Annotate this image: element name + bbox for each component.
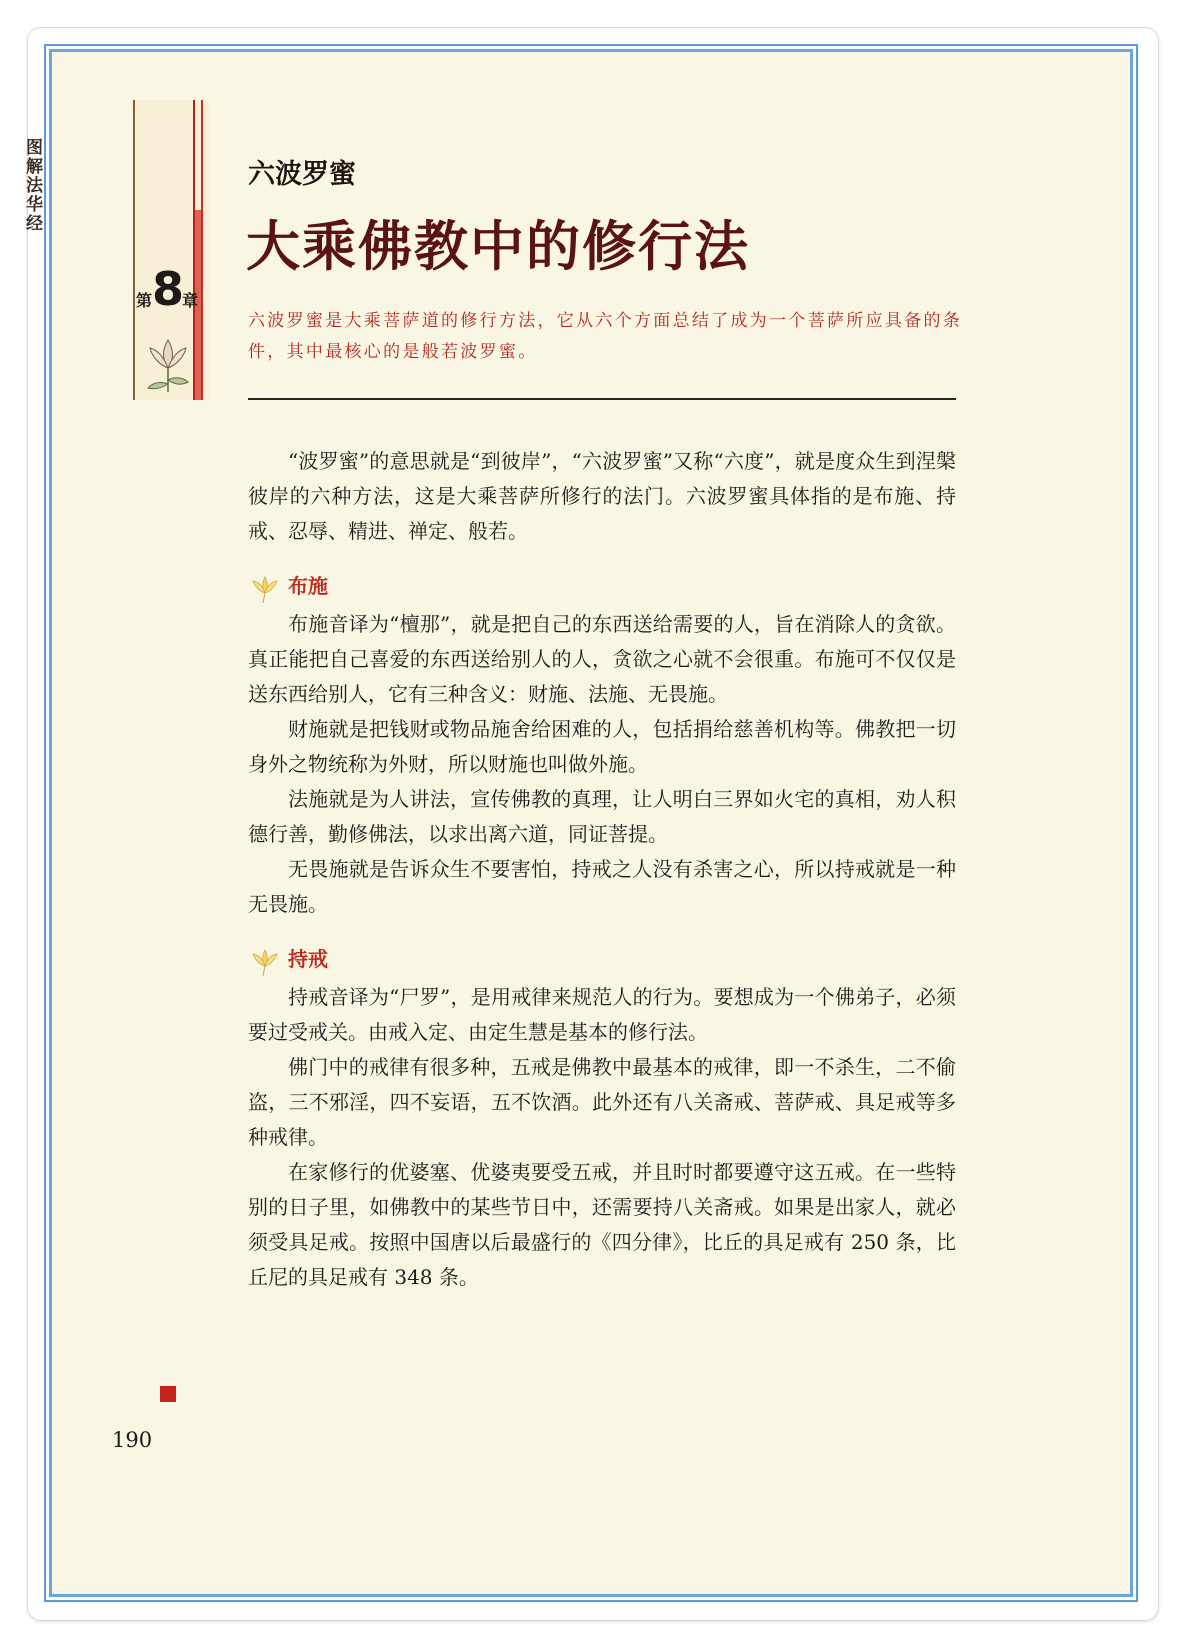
paragraph: 财施就是把钱财或物品施舍给困难的人，包括捐给慈善机构等。佛教把一切身外之物统称为外财，所以财施也叫做外施。	[248, 717, 956, 776]
paragraph: 法施就是为人讲法，宣传佛教的真理，让人明白三界如火宅的真相，劝人积德行善，勤修佛法，以求出离六道，同证菩提。	[248, 787, 956, 846]
paragraph: 持戒音译为“尸罗”，是用戒律来规范人的行为。要想成为一个佛弟子，必须要过受戒关。由戒入定、由定生慧是基本的修行法。	[248, 985, 956, 1044]
paragraph: 布施音译为“檀那”，就是把自己的东西送给需要的人，旨在消除人的贪欲。真正能把自己喜爱的东西送给别人的人，贪欲之心就不会很重。布施可不仅仅是送东西给别人，它有三种含义：财施、法施、无畏施。	[248, 612, 956, 706]
section-heading-chijie	[248, 940, 956, 980]
chapter-number: 8	[152, 262, 185, 316]
chapter-prefix: 第	[136, 291, 153, 310]
section-heading-label: 持戒	[288, 947, 328, 971]
divider	[248, 398, 956, 400]
paragraph: 在家修行的优婆塞、优婆夷要受五戒，并且时时都要遵守这五戒。在一些特别的日子里，如佛教中的某些节日中，还需要持八关斋戒。如果是出家人，就必须受具足戒。按照中国唐以后最盛行的《四分律》，比丘的具足戒有 250 条，比丘尼的具足戒有 348 条。	[248, 1160, 956, 1289]
red-seal-mark	[160, 1386, 176, 1402]
lotus-flower-icon	[248, 944, 282, 978]
intro-summary: 六波罗蜜是大乘菩萨道的修行方法，它从六个方面总结了成为一个菩萨所应具备的条件，其中最核心的是般若波罗蜜。	[248, 311, 963, 362]
chapter-label	[136, 262, 199, 316]
intro-paragraph: “波罗蜜”的意思就是“到彼岸”，“六波罗蜜”又称“六度”，就是度众生到涅槃彼岸的六种方法，这是大乘菩萨所修行的法门。六波罗蜜具体指的是布施、持戒、忍辱、精进、禅定、般若。	[248, 449, 956, 543]
paragraph: 佛门中的戒律有很多种，五戒是佛教中最基本的戒律，即一不杀生，二不偷盗，三不邪淫，四不妄语，五不饮酒。此外还有八关斋戒、菩萨戒、具足戒等多种戒律。	[248, 1055, 956, 1149]
paragraph: 无畏施就是告诉众生不要害怕，持戒之人没有杀害之心，所以持戒就是一种无畏施。	[248, 857, 956, 916]
section-heading-bushi	[248, 567, 956, 607]
lotus-flower-icon	[248, 571, 282, 605]
chapter-suffix: 章	[182, 291, 199, 310]
page-title: 大乘佛教中的修行法	[246, 214, 750, 278]
book-title: 图解法华经	[22, 138, 42, 233]
bookmark-rule	[201, 100, 203, 400]
page-number: 190	[112, 1428, 153, 1452]
section-heading-label: 布施	[288, 574, 328, 598]
section-subtitle: 六波罗蜜	[248, 159, 356, 190]
bookmark-rule	[133, 100, 135, 400]
lotus-icon	[138, 330, 198, 396]
body-text	[248, 444, 956, 1295]
